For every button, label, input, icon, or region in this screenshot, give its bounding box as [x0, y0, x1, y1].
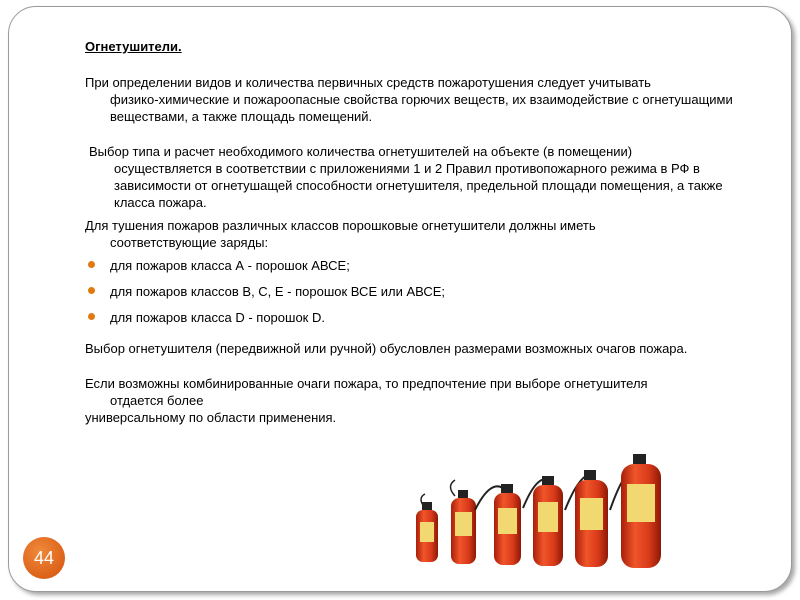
- extinguisher-icon: [475, 484, 521, 565]
- list-item: для пожаров класса А - порошок АВСЕ;: [85, 257, 765, 283]
- paragraph-universal: универсальному по области применения.: [85, 410, 337, 425]
- paragraph-rest: соответствующие заряды:: [110, 235, 269, 250]
- paragraph-first-line: Если возможны комбинированные очаги пожара, то предпочтение при выборе огнетушителя: [85, 376, 648, 391]
- extinguisher-icon: [565, 470, 608, 567]
- page-number-badge: 44: [23, 537, 65, 579]
- bullet-icon: [88, 261, 95, 268]
- list-item: для пожаров класса D - порошок D.: [85, 309, 765, 335]
- slide-title: Огнетушители.: [85, 39, 182, 54]
- paragraph-first-line: Для тушения пожаров различных классов порошковые огнетушители должны иметь: [85, 218, 596, 233]
- extinguisher-icon: [610, 454, 661, 568]
- paragraph-first-line: Выбор типа и расчет необходимого количества огнетушителей на объекте (в помещении): [89, 144, 633, 159]
- extinguisher-icon: [416, 494, 438, 562]
- paragraph-primary-means: [85, 74, 765, 125]
- paragraph-rest: осуществляется в соответствии с приложениями 1 и 2 Правил противопожарного режима в РФ в зависимости от огнетушащей способности огнетушителя, предельной площади помещения, а также класса пожара.: [114, 161, 723, 210]
- paragraph-powder-charges: [85, 217, 765, 251]
- paragraph-first-line: При определении видов и количества первичных средств пожаротушения следует учитывать: [85, 75, 651, 90]
- bullet-icon: [88, 287, 95, 294]
- charge-list: [85, 257, 765, 335]
- slide-content: [85, 38, 765, 426]
- paragraph-selection: [85, 143, 765, 211]
- extinguishers-image: [405, 440, 685, 580]
- paragraph-rest: отдается более: [110, 393, 204, 408]
- paragraph-combined-fires: [85, 375, 765, 409]
- bullet-icon: [88, 313, 95, 320]
- extinguisher-icon: [523, 476, 563, 566]
- paragraph-mobile-manual: Выбор огнетушителя (передвижной или ручной) обусловлен размерами возможных очагов пожара.: [85, 341, 688, 356]
- list-item: для пожаров классов В, С, Е - порошок ВСЕ или АВСЕ;: [85, 283, 765, 309]
- extinguisher-icon: [451, 480, 477, 564]
- paragraph-rest: физико-химические и пожароопасные свойства горючих веществ, их взаимодействие с огнетушащими веществами, а также площадь помещений.: [110, 92, 733, 124]
